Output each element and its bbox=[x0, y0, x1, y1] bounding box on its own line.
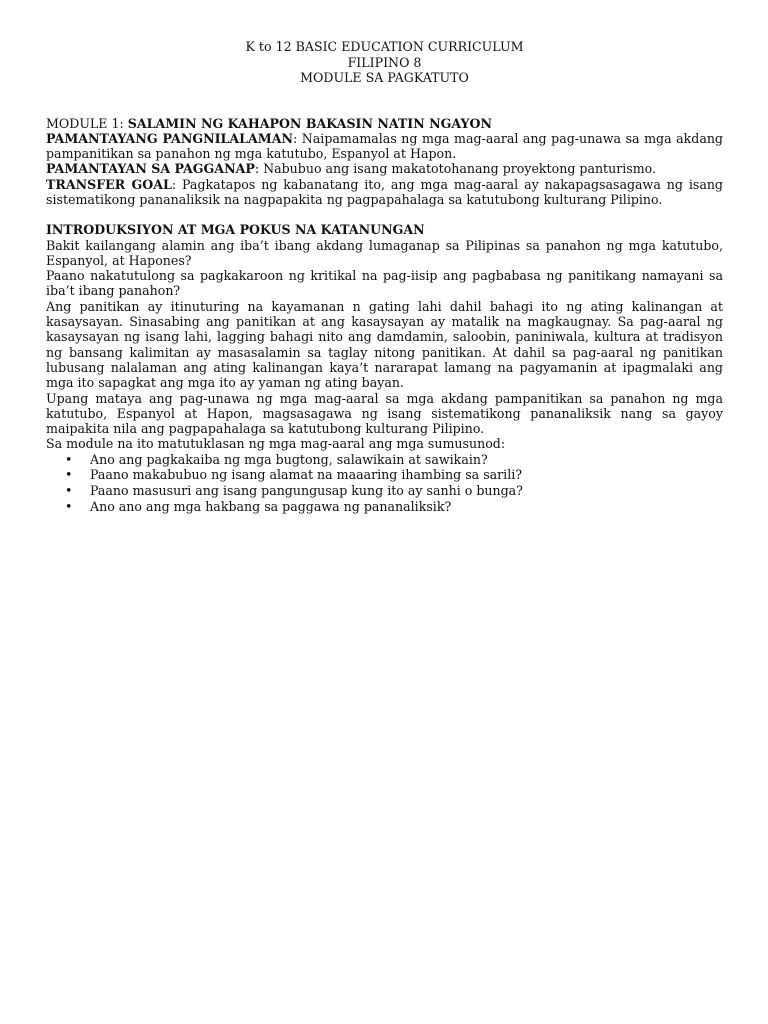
focus-question-1: Bakit kailangang alamin ang iba’t ibang akdang lumaganap sa Pilipinas sa panahon ng mga katutubo, Espanyol, at Hapones? bbox=[46, 237, 723, 268]
bullet-icon: • bbox=[65, 498, 73, 514]
topics-list bbox=[46, 452, 723, 514]
transfer-goal-label: TRANSFER GOAL bbox=[46, 176, 172, 192]
transfer-goal bbox=[46, 177, 723, 208]
header-module-type: MODULE SA PAGKATUTO bbox=[300, 70, 469, 85]
list-item bbox=[46, 499, 723, 515]
bullet-icon: • bbox=[65, 451, 73, 467]
module-title-line bbox=[46, 116, 723, 131]
list-item-text: Ano ang pagkakaiba ng mga bugtong, salawikain at sawikain? bbox=[90, 451, 488, 467]
bullet-icon: • bbox=[65, 467, 73, 483]
intro-paragraph-1: Ang panitikan ay itinuturing na kayamanan n gating lahi dahil bahagi ito ng ating kalinangan at kasaysayan. Sinasabing ang panitikan at ang kasaysayan ay matalik na magkaugnay. Sa pag-aaral ng kasaysayan ng isang lahi, lagging bahagi nito ang damdamin, saloobin, paniniwala, kultura at tradisyon ng bansang kalimitan ay masasalamin sa taglay nitong panitikan. At dahil sa pag-aaral ng panitikan lubusang nalalaman ang ating kalinangan kaya’t nararapat lamang na pagyamanin at ipagmalaki ang mga ito sapagkat ang mga ito ay yaman ng ating bayan. bbox=[46, 298, 723, 391]
list-item-text: Paano masusuri ang isang pangungusap kung ito ay sanhi o bunga? bbox=[90, 482, 523, 498]
module-title: SALAMIN NG KAHAPON BAKASIN NATIN NGAYON bbox=[127, 115, 492, 131]
header-curriculum: K to 12 BASIC EDUCATION CURRICULUM bbox=[245, 39, 524, 54]
intro-lead-line: Sa module na ito matutuklasan ng mga mag-aaral ang mga sumusunod: bbox=[46, 436, 506, 452]
document-header bbox=[46, 39, 723, 86]
pamantayang-pangnilalaman-text: : Naipamamalas ng mga mag-aaral ang pag-unawa sa mga akdang pampanitikan sa panahon ng mga katutubo, Espanyol at Hapon. bbox=[46, 130, 723, 162]
list-item bbox=[46, 467, 723, 483]
module-label: MODULE 1: bbox=[46, 115, 128, 131]
transfer-goal-text: : Pagkatapos ng kabanatang ito, ang mga mag-aaral ay nakapagsasagawa ng isang sistematikong pananaliksik na nagpapakita ng pagpapahalaga sa katutubong kulturang Pilipino. bbox=[46, 176, 723, 207]
focus-question-2: Paano nakatutulong sa pagkakaroon ng kritikal na pag-iisip ang pagbabasa ng panitikang namayani sa iba’t ibang panahon? bbox=[46, 268, 723, 299]
list-item-text: Paano makabubuo ng isang alamat na maaaring ihambing sa sarili? bbox=[90, 467, 523, 483]
list-item bbox=[46, 483, 723, 499]
pamantayan-sa-pagganap-text: : Nabubuo ang isang makatotohanang proyektong panturismo. bbox=[254, 161, 657, 177]
intro-heading: INTRODUKSIYON AT MGA POKUS NA KATANUNGAN bbox=[46, 222, 425, 238]
header-subject: FILIPINO 8 bbox=[347, 54, 422, 70]
document-page bbox=[46, 39, 723, 514]
pamantayang-pangnilalaman bbox=[46, 131, 723, 162]
pamantayan-sa-pagganap-label: PAMANTAYAN SA PAGGANAP bbox=[46, 161, 255, 177]
pamantayang-pangnilalaman-label: PAMANTAYANG PANGNILALAMAN bbox=[46, 130, 293, 146]
bullet-icon: • bbox=[65, 482, 73, 498]
pamantayan-sa-pagganap bbox=[46, 161, 723, 176]
list-item-text: Ano ano ang mga hakbang sa paggawa ng pananaliksik? bbox=[90, 498, 452, 514]
intro-paragraph-2: Upang mataya ang pag-unawa ng mga mag-aaral sa mga akdang pampanitikan sa panahon ng mga katutubo, Espanyol at Hapon, magsasagawa ng isang sistematikong pananaliksik nang sa gayoy maipakita nila ang pagpapahalaga sa katutubong kulturang Pilipino. bbox=[46, 390, 723, 437]
section-spacer bbox=[46, 207, 723, 222]
list-item bbox=[46, 452, 723, 468]
